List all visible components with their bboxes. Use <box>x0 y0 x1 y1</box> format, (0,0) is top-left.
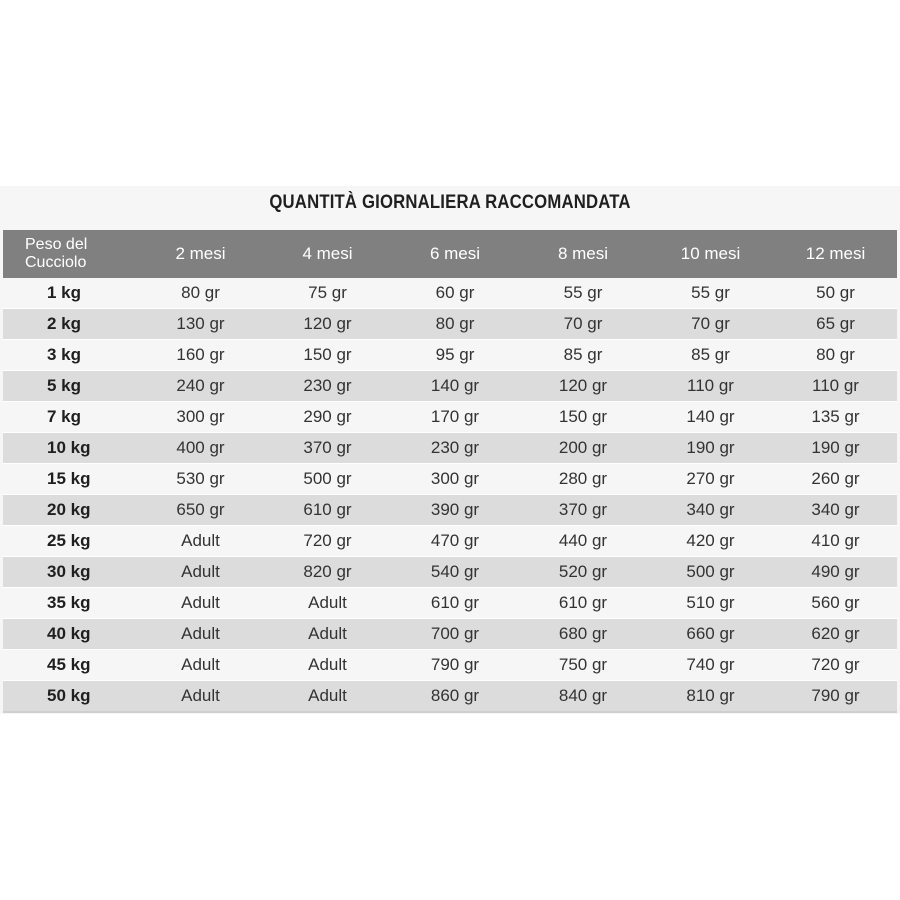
table-cell: 140 gr <box>647 402 774 433</box>
table-cell: 650 gr <box>137 495 264 526</box>
table-cell: 65 gr <box>774 309 897 340</box>
table-cell: 470 gr <box>391 526 519 557</box>
table-cell: 620 gr <box>774 619 897 650</box>
table-cell: 150 gr <box>519 402 647 433</box>
column-header: 6 mesi <box>391 230 519 278</box>
table-cell: Adult <box>264 681 391 712</box>
table-cell: Adult <box>137 526 264 557</box>
table-cell: 560 gr <box>774 588 897 619</box>
table-cell: 160 gr <box>137 340 264 371</box>
table-cell: 75 gr <box>264 278 391 309</box>
table-cell: 140 gr <box>391 371 519 402</box>
table-cell: 120 gr <box>264 309 391 340</box>
table-cell: 135 gr <box>774 402 897 433</box>
table-cell: 95 gr <box>391 340 519 371</box>
table-cell: 810 gr <box>647 681 774 712</box>
row-weight-label: 40 kg <box>3 619 137 650</box>
table-row <box>3 526 897 557</box>
table-cell: 520 gr <box>519 557 647 588</box>
table-row <box>3 464 897 495</box>
table-cell: Adult <box>264 619 391 650</box>
table-row <box>3 619 897 650</box>
table-cell: 70 gr <box>647 309 774 340</box>
table-cell: 660 gr <box>647 619 774 650</box>
table-row <box>3 588 897 619</box>
table-cell: 370 gr <box>264 433 391 464</box>
table-cell: 270 gr <box>647 464 774 495</box>
table-cell: 400 gr <box>137 433 264 464</box>
table-cell: 840 gr <box>519 681 647 712</box>
table-cell: Adult <box>264 650 391 681</box>
row-weight-label: 35 kg <box>3 588 137 619</box>
table-cell: 820 gr <box>264 557 391 588</box>
row-weight-label: 1 kg <box>3 278 137 309</box>
column-header-weight: Peso del Cucciolo <box>3 230 137 278</box>
row-weight-label: 3 kg <box>3 340 137 371</box>
table-cell: 60 gr <box>391 278 519 309</box>
table-row <box>3 650 897 681</box>
table-cell: 530 gr <box>137 464 264 495</box>
table-row <box>3 402 897 433</box>
table-cell: 410 gr <box>774 526 897 557</box>
table-cell: 300 gr <box>391 464 519 495</box>
table-cell: 500 gr <box>647 557 774 588</box>
table-cell: 700 gr <box>391 619 519 650</box>
table-cell: 80 gr <box>774 340 897 371</box>
table-cell: Adult <box>137 619 264 650</box>
table-cell: 390 gr <box>391 495 519 526</box>
table-cell: 55 gr <box>647 278 774 309</box>
table-cell: 680 gr <box>519 619 647 650</box>
table-cell: 290 gr <box>264 402 391 433</box>
table-cell: 510 gr <box>647 588 774 619</box>
table-cell: 190 gr <box>774 433 897 464</box>
table-cell: 55 gr <box>519 278 647 309</box>
table-cell: 80 gr <box>137 278 264 309</box>
table-cell: Adult <box>137 650 264 681</box>
column-header: 8 mesi <box>519 230 647 278</box>
table-cell: 70 gr <box>519 309 647 340</box>
table-row <box>3 495 897 526</box>
table-cell: 610 gr <box>391 588 519 619</box>
table-cell: 610 gr <box>264 495 391 526</box>
table-body <box>3 278 897 712</box>
table-cell: 170 gr <box>391 402 519 433</box>
table-cell: 740 gr <box>647 650 774 681</box>
table-cell: 340 gr <box>774 495 897 526</box>
table-cell: 130 gr <box>137 309 264 340</box>
table-cell: 420 gr <box>647 526 774 557</box>
table-cell: 110 gr <box>774 371 897 402</box>
table-cell: Adult <box>137 681 264 712</box>
table-cell: 610 gr <box>519 588 647 619</box>
table-cell: 720 gr <box>774 650 897 681</box>
table-cell: 300 gr <box>137 402 264 433</box>
table-cell: 200 gr <box>519 433 647 464</box>
row-weight-label: 20 kg <box>3 495 137 526</box>
table-cell: 860 gr <box>391 681 519 712</box>
table-row <box>3 557 897 588</box>
table-row <box>3 278 897 309</box>
header-row <box>3 230 897 278</box>
table-cell: 120 gr <box>519 371 647 402</box>
table-cell: 280 gr <box>519 464 647 495</box>
table-cell: Adult <box>264 588 391 619</box>
table-row <box>3 433 897 464</box>
table-cell: 230 gr <box>391 433 519 464</box>
column-header: 2 mesi <box>137 230 264 278</box>
table-cell: 50 gr <box>774 278 897 309</box>
row-weight-label: 2 kg <box>3 309 137 340</box>
table-cell: Adult <box>137 557 264 588</box>
column-header: 10 mesi <box>647 230 774 278</box>
table-cell: 790 gr <box>391 650 519 681</box>
column-header: 12 mesi <box>774 230 897 278</box>
row-weight-label: 25 kg <box>3 526 137 557</box>
table-cell: 720 gr <box>264 526 391 557</box>
table-header <box>3 230 897 278</box>
table-cell: 370 gr <box>519 495 647 526</box>
table-cell: 340 gr <box>647 495 774 526</box>
table-cell: 260 gr <box>774 464 897 495</box>
table-cell: 150 gr <box>264 340 391 371</box>
table-cell: 85 gr <box>647 340 774 371</box>
row-weight-label: 5 kg <box>3 371 137 402</box>
table-row <box>3 340 897 371</box>
table-row <box>3 309 897 340</box>
table-cell: 80 gr <box>391 309 519 340</box>
table-cell: 490 gr <box>774 557 897 588</box>
table-cell: 85 gr <box>519 340 647 371</box>
row-weight-label: 7 kg <box>3 402 137 433</box>
row-weight-label: 45 kg <box>3 650 137 681</box>
table-cell: 750 gr <box>519 650 647 681</box>
bottom-rule <box>3 711 897 713</box>
feeding-table <box>3 230 897 712</box>
table-row <box>3 371 897 402</box>
table-cell: 230 gr <box>264 371 391 402</box>
row-weight-label: 10 kg <box>3 433 137 464</box>
row-weight-label: 30 kg <box>3 557 137 588</box>
table-cell: 240 gr <box>137 371 264 402</box>
table-cell: 500 gr <box>264 464 391 495</box>
table-cell: 540 gr <box>391 557 519 588</box>
table-cell: 190 gr <box>647 433 774 464</box>
column-header: 4 mesi <box>264 230 391 278</box>
table-row <box>3 681 897 712</box>
row-weight-label: 50 kg <box>3 681 137 712</box>
table-cell: 790 gr <box>774 681 897 712</box>
row-weight-label: 15 kg <box>3 464 137 495</box>
table-cell: 440 gr <box>519 526 647 557</box>
table-cell: 110 gr <box>647 371 774 402</box>
table-cell: Adult <box>137 588 264 619</box>
table-title: QUANTITÀ GIORNALIERA RACCOMANDATA <box>269 192 631 213</box>
